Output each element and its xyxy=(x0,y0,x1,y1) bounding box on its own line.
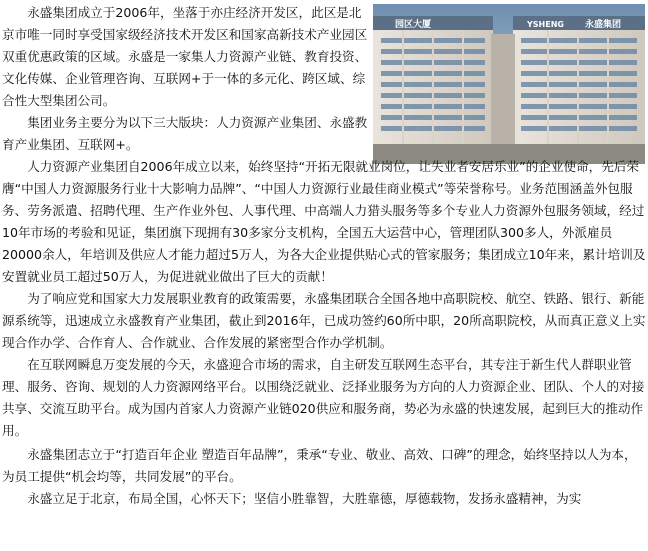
sign-right-label: 永盛集团 xyxy=(585,20,622,30)
paragraph-mission: 永盛集团志立于“打造百年企业 塑造百年品牌”，秉承“专业、敬业、高效、口碑”的理念，始终坚持以人为本，为员工提供“机会均等，共同发展”的平台。 xyxy=(2,447,637,484)
intro-column xyxy=(2,2,370,156)
paragraph-intro: 永盛集团成立于2006年，坐落于亦庄经济开发区，此区是北京市唯一同时享受国家级经济技术开发区和国家高新技术产业园区双重优惠政策的区域。永盛是一家集人力资源产业链、教育投资、文化传媒、企业管理咨询、互联网+于一体的多元化、跨区域、综合性大型集团公司。 xyxy=(2,5,368,108)
paragraph-internet-plus: 在互联网瞬息万变发展的今天，永盛迎合市场的需求，自主研发互联网生态平台，其专注于新生代人群职业管理、服务、咨询、规划的人力资源网络平台。以围绕泛就业、泛择业服务为方向的人力资源企业、团队、个人的对接共享、交流互助平台。成为国内首家人力资源产业链020供应和服务商，势必为永盛的快速发展，起到巨大的推动作用。 xyxy=(2,357,645,438)
main-column xyxy=(2,156,646,510)
paragraph-education-group: 为了响应党和国家大力发展职业教育的政策需要，永盛集团联合全国各地中高职院校、航空、铁路、银行、新能源系统等，迅速成立永盛教育产业集团，截止到2016年，已成功签约60所中职，20所高职院校，从而真正意义上实现合作办学、合作育人、合作就业、合作发展的紧密型合作办学机制。 xyxy=(2,291,646,350)
sign-left-label: 园区大厦 xyxy=(395,20,432,30)
paragraph-business-sections: 集团业务主要分为以下三大版块：人力资源产业集团、永盛教育产业集团、互联网+。 xyxy=(2,115,368,152)
paragraph-hr-group: 人力资源产业集团自2006年成立以来，始终坚持“开拓无限就业岗位，让失业者安居乐业”的企业使命，先后荣膺“中国人力资源服务行业十大影响力品牌”、“中国人力资源行业最佳商业模式”等荣誉称号。业务范围涵盖外包服务、劳务派遣、招聘代理、生产作业外包、人事代理、中高端人力猎头服务等多个专业人力资源外包服务领域，经过10年市场的考验和见证，集团旗下现拥有30多家分支机构，全国五大运营中心，管理团队300多人，外派雇员20000余人，年培训及供应人才能力超过5万人，为各大企业提供贴心式的管家服务；集团成立10年来，累计培训及安置就业员工超过50万人，为促进就业做出了巨大的贡献！ xyxy=(2,159,646,284)
sign-brand-label: YSHENG xyxy=(527,20,564,29)
building-illustration xyxy=(373,4,645,164)
headquarters-building-photo xyxy=(373,4,645,164)
paragraph-vision: 永盛立足于北京，布局全国，心怀天下；坚信小胜靠智，大胜靠德，厚德载物，发扬永盛精神，为实 xyxy=(27,491,582,506)
